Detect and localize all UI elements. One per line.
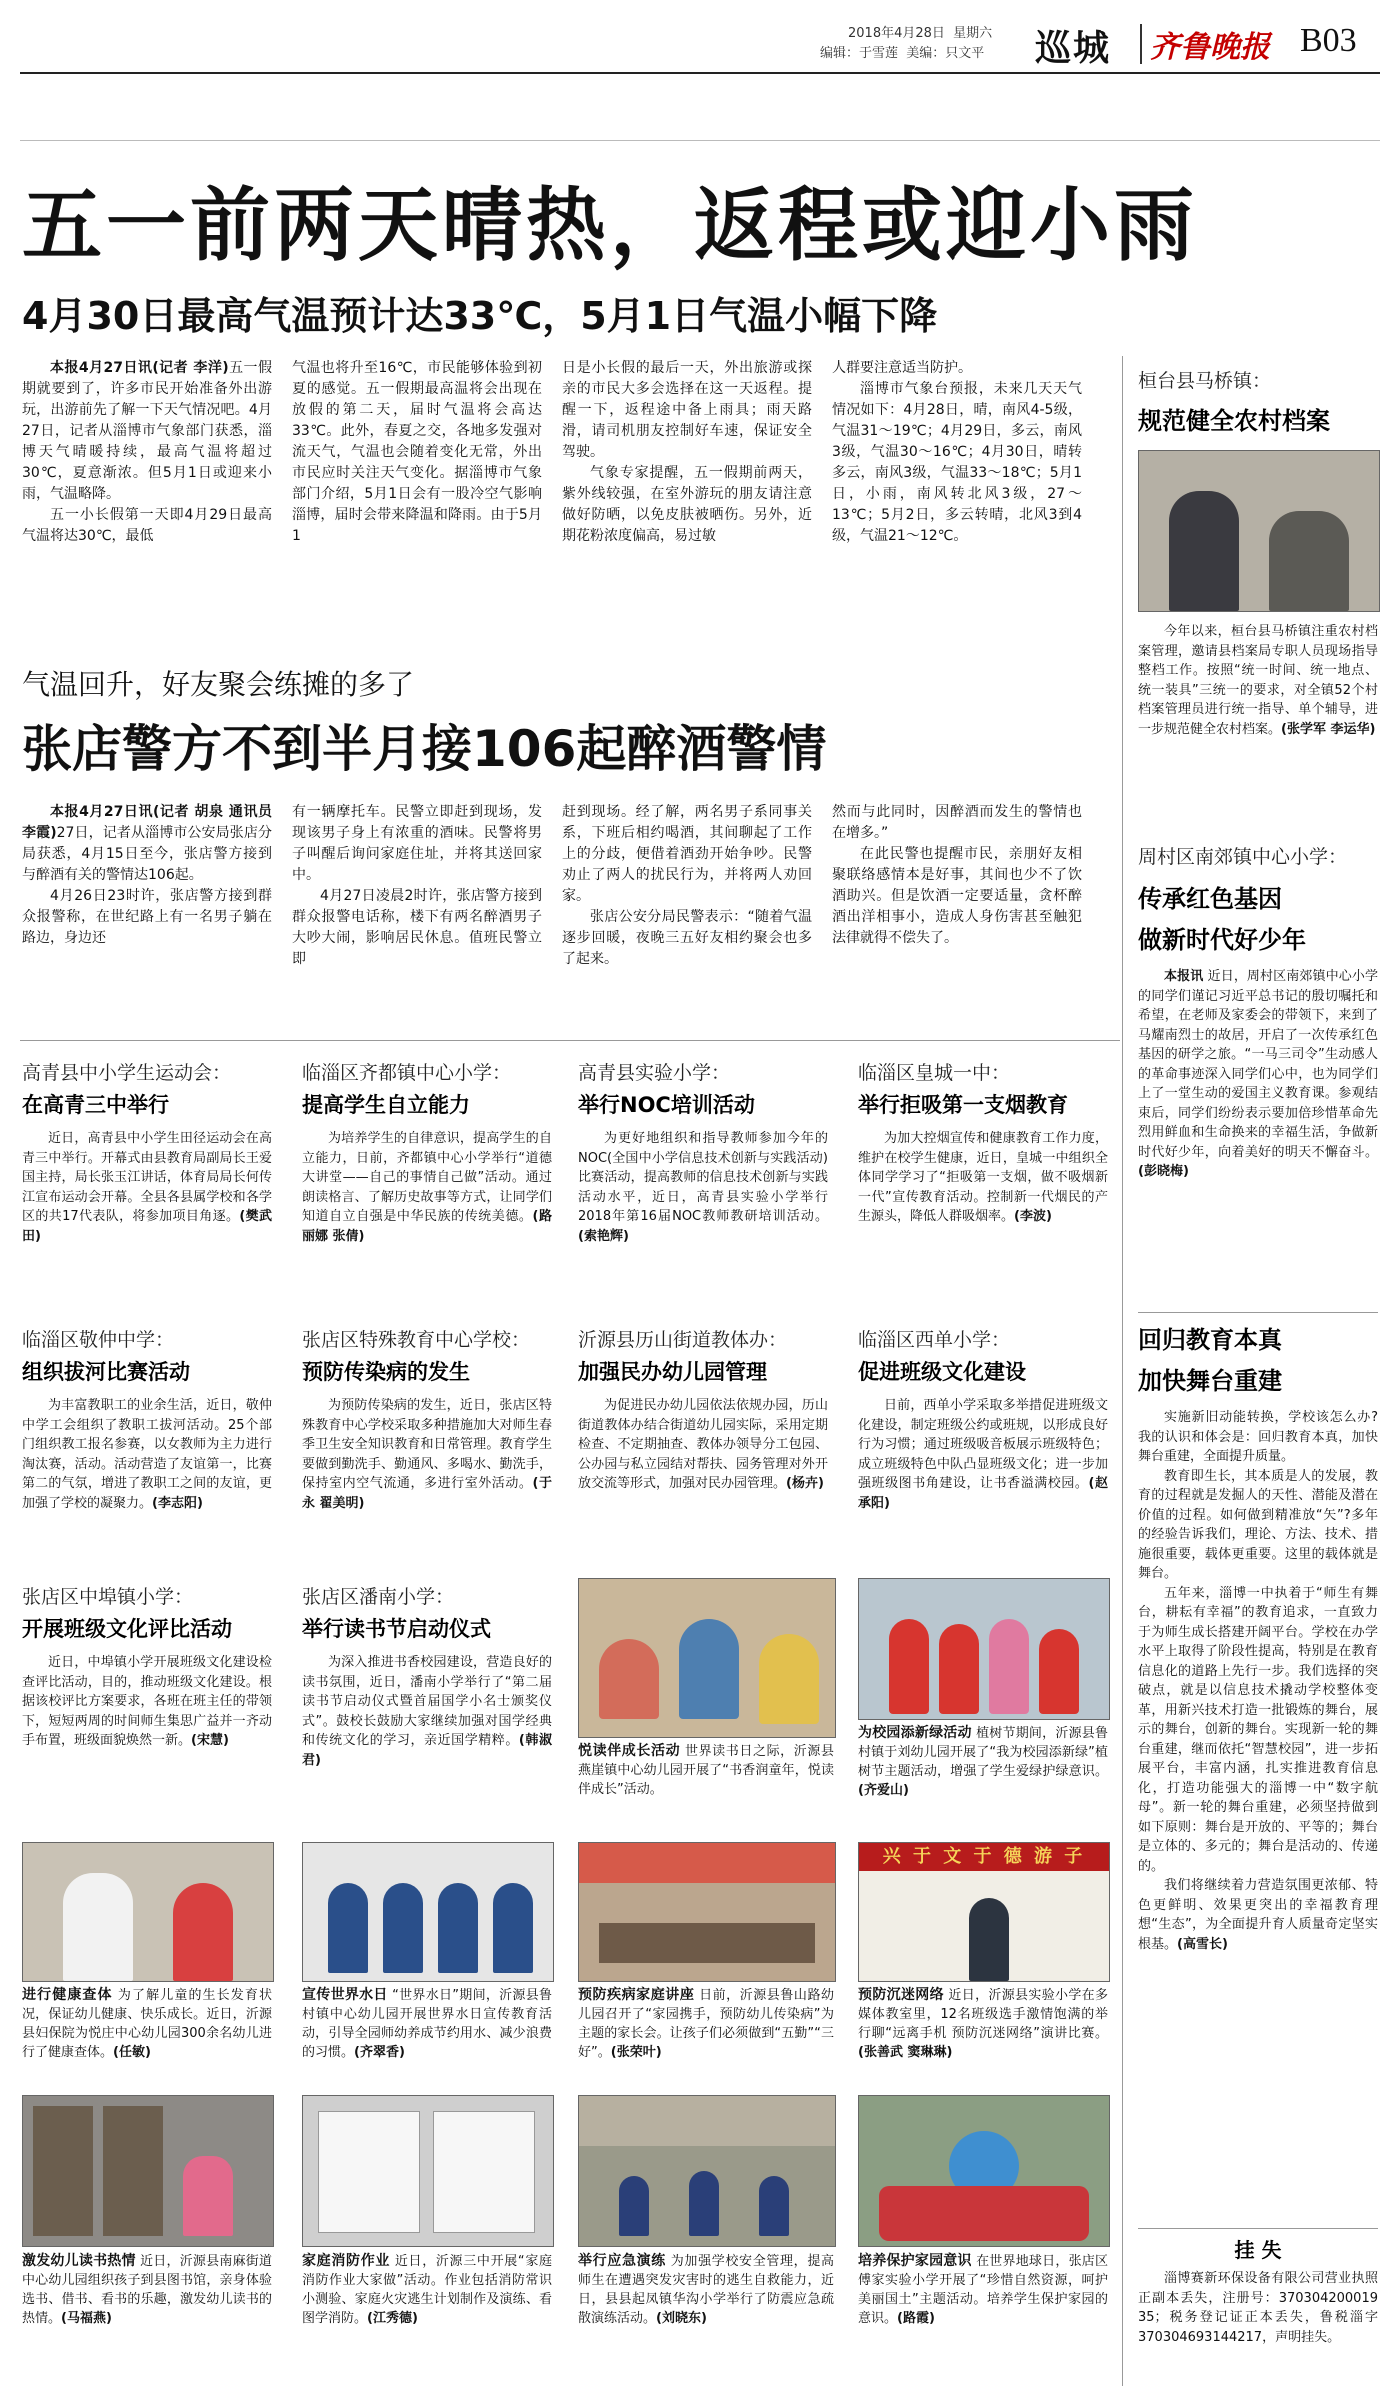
- sidebar-article: 回归教育本真 加快舞台重建 实施新旧动能转换，学校该怎么办?我的认识和体会是：回归教育本真，加快舞台重建，全面提升质量。 教育即生长，其本质是人的发展，教育的过程就是发掘人的天性、潜能及潜在价值的过程。如何做到精准放“矢”?多年的经验告诉我们，理论、方法、技术、措施很重要，载体更重要。这里的载体就是舞台。 五年来，淄博一中执着于“师生有舞台，耕耘有幸福”的教育追求，一直致力于为师生成长搭建开阔平台。学校在办学水平上取得了阶段性提高，特别是在教育信息化的道路上先行一步。我们选择的突破点，就是以信息技术撬动学校整体变革，用新兴技术打造一批锻炼的舞台，展示的舞台，创新的舞台。实现新一轮的舞台重建，继而依托“智慧校园”，进一步拓展平台，丰富内涵，扎实推进教育信息化，打造功能强大的淄博一中“数字航母”。新一轮的舞台重建，必须坚持做到如下原则：舞台是开放的、平等的；舞台是立体的、多元的；舞台是活动的、传递的。 我们将继续着力营造氛围更浓郁、特色更鲜明、效果更突出的幸福教育理想“生态”，为全面提升育人质量奇定坚实根基。(高雪长): [1138, 1326, 1378, 1952]
- masthead: [0, 0, 1395, 70]
- brief-card: 临淄区齐都镇中心小学： 提高学生自立能力 为培养学生的自律意识，提高学生的自立能力，日前，齐都镇中心小学举行“道德大讲堂——自己的事情自己做”活动。通过朗读格言、了解历史故事等方式，让同学们知道自立自强是中华民族的传统美德。(路丽娜 张倩): [302, 1062, 552, 1244]
- lost-notice: 挂 失 淄博赛新环保设备有限公司营业执照正副本丢失，注册号：370304200019 35；税务登记证正本丢失，鲁税淄字370304693144217，声明挂失。: [1138, 2238, 1378, 2345]
- photo-caption: 预防疾病家庭讲座 日前，沂源县鲁山路幼儿园召开了“家园携手，预防幼儿传染病”为主题的家长会。让孩子们必须做到“五勤”“三好”。(张荣叶): [578, 1987, 834, 2060]
- drunk-headline: 张店警方不到半月接106起醉酒警情: [22, 720, 827, 778]
- brief-card: 张店区潘南小学： 举行读书节启动仪式 为深入推进书香校园建设，营造良好的读书氛围，近日，潘南小学举行了“第二届读书节启动仪式暨首届国学小名士颁奖仪式”。鼓校长鼓励大家继续加强对国学经典和传统文化的学习，亲近国学精粹。(韩淑君): [302, 1586, 552, 1768]
- photo-caption: 悦读伴成长活动 世界读书日之际，沂源县燕崖镇中心幼儿园开展了“书香润童年，悦读伴成长”活动。: [578, 1743, 834, 1797]
- photo-disease-talk: [578, 1842, 836, 1982]
- issue-date: 2018年4月28日 星期六: [848, 26, 993, 41]
- drunk-body: 本报4月27日讯(记者 胡泉 通讯员 李霞)27日，记者从淄博市公安局张店分局获悉，4月15日至今，张店警方接到与醉酒有关的警情达106起。 4月26日23时许，张店警方接到群众报警称，在世纪路上有一名男子躺在路边，身边还 有一辆摩托车。民警立即赶到现场，发现该男子身上有浓重的酒味。民警将男子叫醒后询问家庭住址，并将其送回家中。 4月27日凌晨2时许，张店警方接到群众报警电话称，楼下有两名醉酒男子大吵大闹，影响居民休息。值班民警立即 赶到现场。经了解，两名男子系同事关系，下班后相约喝酒，其间聊起了工作上的分歧，便借着酒劲开始争吵。民警劝止了两人的扰民行为，并将两人劝回家。 张店公安分局民警表示：“随着气温逐步回暖，夜晚三五好友相约聚会也多了起来。 然而与此同时，因醉酒而发生的警情也在增多。” 在此民警也提醒市民，亲朋好友相聚联络感情本是好事，其间也少不了饮酒助兴。但是饮酒一定要适量，贪杯醉酒出洋相事小，造成人身伤害甚至触犯法律就得不偿失了。: [22, 804, 1082, 967]
- photo-caption: 预防沉迷网络 近日，沂源县实验小学在多媒体教室里，12名班级选手激情饱满的举行聊“远离手机 预防沉迷网络”演讲比赛。(张善武 窦琳琳): [858, 1987, 1108, 2060]
- brief-card: 临淄区敬仲中学： 组织拔河比赛活动 为丰富教职工的业余生活，近日，敬仲中学工会组织了教职工拔河活动。25个部门组织教工报名参赛，以女教师为主力进行淘汰赛，活动。活动营造了友谊第一，比赛第二的气氛，增进了教职工之间的友谊，更加强了学校的凝聚力。(李志阳): [22, 1329, 272, 1511]
- page-number: B03: [1300, 22, 1357, 59]
- lead-subhead: 4月30日最高气温预计达33℃，5月1日气温小幅下降: [22, 294, 938, 338]
- dateline: 本报4月27日讯(记者 李洋): [50, 360, 229, 376]
- sidebar-article: 周村区南郊镇中心小学： 传承红色基因 做新时代好少年 本报讯 近日，周村区南郊镇中心小学的同学们谨记习近平总书记的殷切嘱托和希望，在老师及家委会的带领下，来到了马耀南烈士的故居，开启了一次传承红色基因的研学之旅。“一马三司令”生动感人的革命事迹深入同学们心中，也为同学们上了一堂生动的爱国主义教育课。参观结束后，同学们纷纷表示要加倍珍惜革命先烈用鲜血和生命换来的幸福生活，争做新时代好少年，向着美好的明天不懈奋斗。(彭晓梅): [1138, 846, 1378, 1179]
- photo-fire-homework: [302, 2095, 554, 2247]
- photo-caption: 家庭消防作业 近日，沂源三中开展“家庭消防作业大家做”活动。作业包括消防常识小测验、家庭火灾逃生计划制作及演练、看图学消防。(江秀德): [302, 2253, 552, 2326]
- photo-caption: 培养保护家园意识 在世界地球日，张店区傅家实验小学开展了“珍惜自然资源，呵护美丽国土”主题活动。培养学生保护家园的意识。(路霞): [858, 2253, 1109, 2326]
- photo-caption: 宣传世界水日 “世界水日”期间，沂源县鲁村镇中心幼儿园开展世界水日宣传教育活动，引导全园师幼养成节约用水、减少浪费的习惯。(齐翠香): [302, 1987, 552, 2060]
- drunk-kicker: 气温回升，好友聚会练摊的多了: [22, 668, 415, 701]
- brief-card: 张店区特殊教育中心学校： 预防传染病的发生 为预防传染病的发生，近日，张店区特殊教育中心学校采取多种措施加大对师生春季卫生安全知识教育和日常管理。教育学生要做到勤洗手、勤通风、多喝水、勤洗手，保持室内空气流通，多进行室外活动。(于永 翟美明): [302, 1329, 552, 1511]
- photo-tree-planting: [858, 1578, 1110, 1720]
- photo-water-day: [302, 1842, 554, 1982]
- brief-card: 高青县中小学生运动会： 在高青三中举行 近日，高青县中小学生田径运动会在高青三中举行。开幕式由县教育局副局长王爱国主持，局长张玉江讲话，体育局局长何传江宣布运动会开幕。全县各县属学校和各学区的共17代表队，将参加项目角逐。(樊武田): [22, 1062, 272, 1244]
- lead-headline: 五一前两天晴热，返程或迎小雨: [22, 179, 1198, 272]
- photo-drill: [578, 2095, 836, 2247]
- photo-health-check: [22, 1842, 274, 1982]
- photo-caption: 激发幼儿读书热情 近日，沂源县南麻街道中心幼儿园组织孩子到县图书馆，亲身体验选书、借书、看书的乐趣，激发幼儿读书的热情。(马福燕): [22, 2253, 273, 2326]
- brief-card: 临淄区西单小学： 促进班级文化建设 日前，西单小学采取多举措促进班级文化建设，制定班级公约或班规，以形成良好行为习惯；通过班级吸音板展示班级特色；成立班级特色中队凸显班级文化；进一步加强班级图书角建设，让书香溢满校园。(赵承阳): [858, 1329, 1108, 1511]
- brief-card: 沂源县历山街道教体办： 加强民办幼儿园管理 为促进民办幼儿园依法依规办园，历山街道教体办结合街道幼儿园实际，采用定期检查、不定期抽查、教体办领导分工包园、公办园与私立园结对帮扶、园务管理对外开放交流等形式，加强对民办园管理。(杨卉): [578, 1329, 828, 1491]
- section-name: 巡城: [1035, 27, 1112, 69]
- classroom-banner: 兴 于 文 于 德 游 子: [859, 1843, 1109, 1871]
- photo-caption: 举行应急演练 为加强学校安全管理，提高师生在遭遇突发灾害时的逃生自救能力，近日，县县起凤镇华沟小学举行了防震应急疏散演练活动。(刘晓东): [578, 2253, 834, 2326]
- photo-reading: [578, 1578, 836, 1738]
- photo-internet-speech: [858, 1842, 1110, 1982]
- paper-logo: 齐鲁晚报: [1150, 30, 1270, 65]
- brief-card: 高青县实验小学： 举行NOC培训活动 为更好地组织和指导教师参加今年的NOC(全国中小学信息技术创新与实践活动)比赛活动，提高教师的信息技术创新与实践活动水平，近日，高青县实验小学举行2018年第16届NOC教师教研培训活动。(索艳辉): [578, 1062, 828, 1244]
- editor-credit: 编辑：于雪莲 美编：只文平: [820, 46, 985, 61]
- brief-card: 临淄区皇城一中： 举行拒吸第一支烟教育 为加大控烟宣传和健康教育工作力度，维护在校学生健康，近日，皇城一中组织全体同学学习了“拒吸第一支烟，做不吸烟新一代”宣传教育活动。控制新一代烟民的产生源头，降低人群吸烟率。(李波): [858, 1062, 1108, 1224]
- lead-body: 本报4月27日讯(记者 李洋)五一假期就要到了，许多市民开始准备外出游玩，出游前先了解一下天气情况吧。4月27日，记者从淄博市气象部门获悉，淄博天气晴暖持续，最高气温将超过30℃，夏意渐浓。但5月1日或迎来小雨，气温略降。 五一小长假第一天即4月29日最高气温将达30℃，最低 气温也将升至16℃，市民能够体验到初夏的感觉。五一假期最高温将会出现在放假的第二天，届时气温将会高达33℃。此外，春夏之交，各地多发强对流天气，气温也会随着变化无常，外出市民应时关注天气变化。据淄博市气象部门介绍，5月1日会有一股冷空气影响淄博，届时会带来降温和降雨。由于5月1 日是小长假的最后一天，外出旅游或探亲的市民大多会选择在这一天返程。提醒一下，返程途中备上雨具；雨天路滑，请司机朋友控制好车速，保证安全驾驶。 气象专家提醒，五一假期前两天，紫外线较强，在室外游玩的朋友请注意做好防晒，以免皮肤被晒伤。另外，近期花粉浓度偏高，易过敏 人群要注意适当防护。 淄博市气象台预报，未来几天天气情况如下：4月28日，晴，南风4-5级，气温31～19℃；4月29日，多云，南风3级，气温30～16℃；4月30日，晴转多云，南风3级，气温33～18℃；5月1日，小雨，南风转北风3级，27～13℃；5月2日，多云转晴，北风3到4级，气温21～12℃。: [22, 360, 1082, 544]
- sidebar-article: 桓台县马桥镇： 规范健全农村档案 今年以来，桓台县马桥镇注重农村档案管理，邀请县档案局专职人员现场指导整档工作。按照“统一时间、统一地点、统一装具”三统一的要求，对全镇52个村档案管理员进行统一指导、单个辅导，进一步规范健全农村档案。(张学军 李运华): [1138, 370, 1378, 737]
- photo-earth-day: [858, 2095, 1110, 2247]
- photo-caption: 为校园添新绿活动 植树节期间，沂源县鲁村镇于刘幼儿园开展了“我为校园添新绿”植树节主题活动，增强了学生爱绿护绿意识。(齐爱山): [858, 1725, 1109, 1798]
- photo-library: [22, 2095, 274, 2247]
- photo-archives: [1138, 450, 1380, 612]
- brief-card: 张店区中埠镇小学： 开展班级文化评比活动 近日，中埠镇小学开展班级文化建设检查评比活动，目的，推动班级文化建设。根据该校评比方案要求，各班在班主任的带领下，短短两周的时间师生集思广益并一齐动手布置，班级面貌焕然一新。(宋慧): [22, 1586, 272, 1748]
- photo-caption: 进行健康查体 为了解儿童的生长发育状况，保证幼儿健康、快乐成长。近日，沂源县妇保院为悦庄中心幼儿园300余名幼儿进行了健康查体。(任敏): [22, 1987, 272, 2060]
